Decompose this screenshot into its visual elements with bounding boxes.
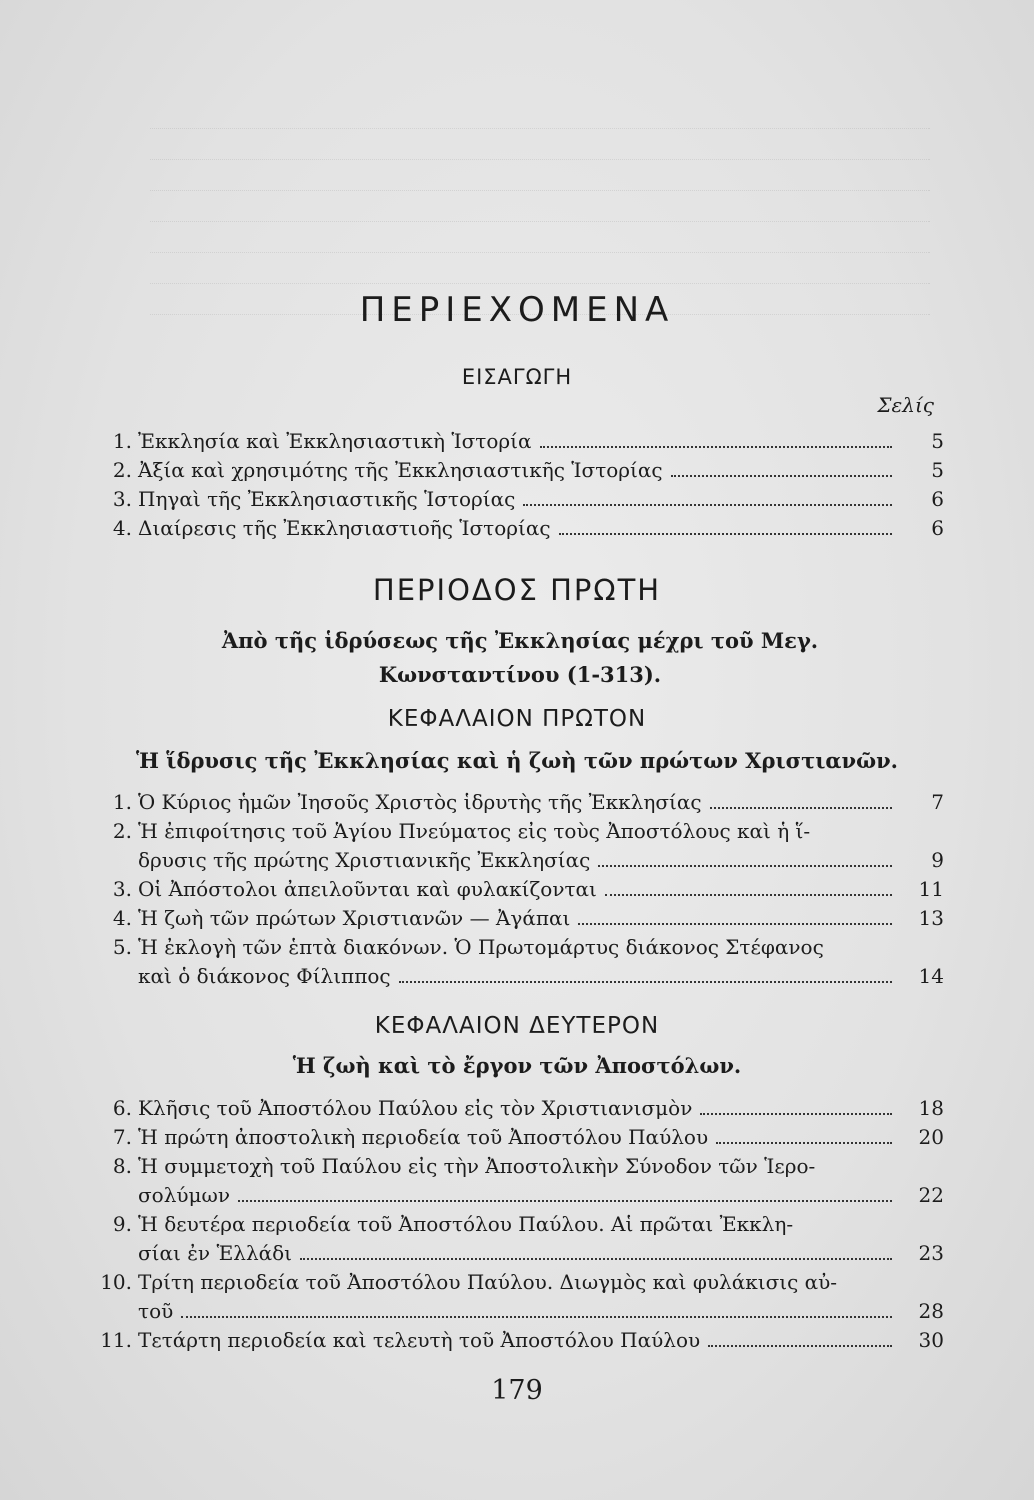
toc-entry xyxy=(78,788,944,817)
page-number: 179 xyxy=(491,1375,543,1406)
toc-entry xyxy=(78,427,944,456)
entry-number: 10. xyxy=(100,1270,132,1294)
period-heading: ΠΕΡΙΟΔΟΣ ΠΡΩΤΗ xyxy=(372,573,662,607)
chapter-two-subtitle: Ἡ ζωὴ καὶ τὸ ἔργον τῶν Ἀποστόλων. xyxy=(292,1053,742,1078)
entry-title: Ἐκκλησία καὶ Ἐκκλησιαστικὴ Ἱστορία xyxy=(138,429,532,453)
entry-number: 9. xyxy=(112,1212,132,1236)
entry-title: Διαίρεσις τῆς Ἐκκλησιαστιοῆς Ἱστορίας xyxy=(138,516,551,540)
entry-number: 11. xyxy=(100,1328,132,1352)
chapter-two-heading: ΚΕΦΑΛΑΙΟΝ ΔΕΥΤΕΡΟΝ xyxy=(374,1013,660,1039)
chapter-one-heading: ΚΕΦΑΛΑΙΟΝ ΠΡΩΤΟΝ xyxy=(387,706,647,732)
entry-title: Ἀξία καὶ χρησιμότης τῆς Ἐκκλησιαστικῆς Ἱστορίας xyxy=(138,458,663,482)
toc-entry xyxy=(78,933,944,991)
entry-number: 8. xyxy=(112,1154,132,1178)
entry-number: 3. xyxy=(112,877,132,901)
entry-page: 22 xyxy=(918,1183,944,1207)
entry-title: Οἱ Ἀπόστολοι ἀπειλοῦνται καὶ φυλακίζονται xyxy=(138,877,597,901)
toc-entry xyxy=(78,514,944,543)
entry-page: 18 xyxy=(918,1096,944,1120)
toc-entry xyxy=(78,875,944,904)
entry-title: Τετάρτη περιοδεία καὶ τελευτὴ τοῦ Ἀποστόλου Παύλου xyxy=(138,1328,701,1352)
entry-number: 5. xyxy=(112,935,132,959)
entry-page: 9 xyxy=(931,848,944,872)
toc-entry xyxy=(78,1326,944,1355)
leader-dots xyxy=(399,981,892,983)
leader-dots xyxy=(238,1200,892,1202)
toc-entry xyxy=(78,817,944,875)
pages-column-header: Σελίς xyxy=(877,393,934,417)
toc-entry xyxy=(78,1123,944,1152)
period-subtitle: Ἀπὸ τῆς ἱδρύσεως τῆς Ἐκκλησίας μέχρι τοῦ Μεγ. Κωνσταντίνου (1-313). xyxy=(221,628,819,687)
entry-title: Πηγαὶ τῆς Ἐκκλησιαστικῆς Ἱστορίας xyxy=(138,487,516,511)
toc-entry xyxy=(78,1210,944,1268)
entry-number: 4. xyxy=(112,516,132,540)
entry-page: 6 xyxy=(931,487,944,511)
leader-dots xyxy=(300,1258,892,1260)
entry-title: Ἡ ἐπιφοίτησις τοῦ Ἁγίου Πνεύματος εἰς τοὺς Ἀποστόλους καὶ ἡ ἵ- xyxy=(138,819,811,843)
leader-dots xyxy=(605,894,892,896)
toc-entry xyxy=(78,1268,944,1326)
entry-title: Ἡ ζωὴ τῶν πρώτων Χριστιανῶν — Ἀγάπαι xyxy=(138,906,571,930)
entry-title-continued: καὶ ὁ διάκονος Φίλιππος xyxy=(138,964,391,988)
leader-dots xyxy=(540,446,892,448)
leader-dots xyxy=(671,475,892,477)
entry-page: 7 xyxy=(931,790,944,814)
entry-title-continued: τοῦ xyxy=(138,1299,174,1323)
entry-page: 30 xyxy=(918,1328,944,1352)
toc-entry xyxy=(78,456,944,485)
entry-title: Ἡ δευτέρα περιοδεία τοῦ Ἀποστόλου Παύλου. Αἱ πρῶται Ἐκκλη- xyxy=(138,1212,794,1236)
entry-title: Ὁ Κύριος ἡμῶν Ἰησοῦς Χριστὸς ἱδρυτὴς τῆς Ἐκκλησίας xyxy=(138,790,702,814)
leader-dots xyxy=(598,865,892,867)
entry-number: 1. xyxy=(112,790,132,814)
entry-page: 13 xyxy=(918,906,944,930)
leader-dots xyxy=(708,1345,892,1347)
leader-dots xyxy=(716,1142,892,1144)
leader-dots xyxy=(578,923,892,925)
page-title: ΠΕΡΙΕΧΟΜΕΝΑ xyxy=(359,290,675,330)
entry-title-continued: σολύμων xyxy=(138,1183,230,1207)
leader-dots xyxy=(710,807,892,809)
entry-title: Ἡ ἐκλογὴ τῶν ἑπτὰ διακόνων. Ὁ Πρωτομάρτυς διάκονος Στέφανος xyxy=(138,935,824,959)
leader-dots xyxy=(181,1316,892,1318)
entry-page: 5 xyxy=(931,429,944,453)
entry-title: Κλῆσις τοῦ Ἀποστόλου Παύλου εἰς τὸν Χριστιανισμὸν xyxy=(138,1096,693,1120)
entry-page: 23 xyxy=(918,1241,944,1265)
toc-entry xyxy=(78,1152,944,1210)
entry-page: 14 xyxy=(918,964,944,988)
entry-title: Τρίτη περιοδεία τοῦ Ἀποστόλου Παύλου. Διωγμὸς καὶ φυλάκισις αὐ- xyxy=(138,1270,838,1294)
entry-number: 1. xyxy=(112,429,132,453)
entry-page: 28 xyxy=(918,1299,944,1323)
entry-title: Ἡ συμμετοχὴ τοῦ Παύλου εἰς τὴν Ἀποστολικὴν Σύνοδον τῶν Ἱερο- xyxy=(138,1154,816,1178)
entry-page: 11 xyxy=(918,877,944,901)
entry-number: 2. xyxy=(112,819,132,843)
entry-page: 6 xyxy=(931,516,944,540)
entry-number: 7. xyxy=(112,1125,132,1149)
introduction-heading: ΕΙΣΑΓΩΓΗ xyxy=(461,365,573,389)
toc-entry xyxy=(78,1094,944,1123)
entry-number: 2. xyxy=(112,458,132,482)
entry-page: 5 xyxy=(931,458,944,482)
leader-dots xyxy=(700,1113,892,1115)
chapter-one-subtitle: Ἡ ἵδρυσις τῆς Ἐκκλησίας καὶ ἡ ζωὴ τῶν πρώτων Χριστιανῶν. xyxy=(136,748,898,773)
entry-page: 20 xyxy=(918,1125,944,1149)
toc-entry xyxy=(78,904,944,933)
entry-number: 4. xyxy=(112,906,132,930)
entry-number: 6. xyxy=(112,1096,132,1120)
entry-title-continued: δρυσις τῆς πρώτης Χριστιανικῆς Ἐκκλησίας xyxy=(138,848,591,872)
entry-number: 3. xyxy=(112,487,132,511)
leader-dots xyxy=(559,533,892,535)
leader-dots xyxy=(523,504,892,506)
entry-title: Ἡ πρώτη ἀποστολικὴ περιοδεία τοῦ Ἀποστόλου Παύλου xyxy=(138,1125,709,1149)
toc-entry xyxy=(78,485,944,514)
entry-title-continued: σίαι ἐν Ἑλλάδι xyxy=(138,1241,293,1265)
